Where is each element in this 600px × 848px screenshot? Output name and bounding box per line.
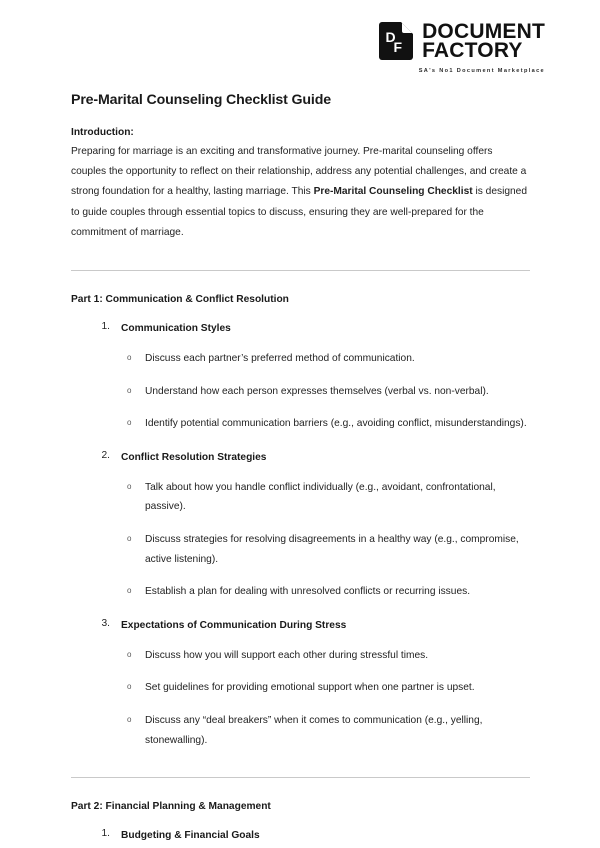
list-number: 2. [101,449,110,461]
list-item [71,382,530,402]
sub-bullet-list [71,349,530,434]
document-page-icon [379,22,413,60]
intro-text-after: is designed to guide couples through essential topics to discuss, ensuring they are well-prepared for the commitment of marriage. [71,186,528,238]
list-item [71,321,530,434]
bullet-text: Identify potential communication barriers (e.g., avoiding conflict, misunderstandings). [145,418,527,430]
bullet-marker-icon: o [127,533,132,543]
introduction-heading: Introduction: [71,127,134,138]
bullet-marker-icon: o [127,418,132,428]
svg-text:D: D [385,29,396,46]
brand-tagline: SA's No1 Document Marketplace [418,67,545,74]
bullet-text: Discuss any “deal breakers” when it comes to communication (e.g., yelling, stonewalling). [145,714,483,746]
bullet-text: Establish a plan for dealing with unresolved conflicts or recurring issues. [145,586,471,598]
list-item-title: Expectations of Communication During Stress [121,619,347,631]
intro-text-before: Preparing for marriage is an exciting and transformative journey. Pre-marital counseling offers couples the opportunity to reflect on their relationship, address any potential challenges, and create a strong foundation for a healthy, lasting marriage. This [71,146,527,198]
page-title: Pre-Marital Counseling Checklist Guide [71,92,331,108]
introduction-paragraph [71,142,530,243]
brand-header [379,22,545,74]
numbered-list [71,321,530,750]
part-heading: Part 1: Communication & Conflict Resolution [71,294,289,306]
brand-name-line1: DOCUMENT [422,20,545,43]
bullet-marker-icon: o [127,586,132,596]
list-item [71,828,530,843]
part-section [71,294,530,750]
list-item [71,349,530,369]
list-item [71,530,530,569]
bullet-marker-icon: o [127,481,132,491]
bullet-marker-icon: o [127,649,132,659]
list-item-title: Budgeting & Financial Goals [121,830,260,842]
list-item [71,450,530,602]
list-item [71,711,530,750]
list-number: 3. [101,617,110,629]
intro-text-bold: Pre-Marital Counseling Checklist [313,186,473,198]
bullet-marker-icon: o [127,714,132,724]
svg-text:F: F [393,39,403,56]
bullet-marker-icon: o [127,385,132,395]
list-item [71,414,530,434]
list-item [71,646,530,666]
part-heading: Part 2: Financial Planning & Management [71,801,271,813]
list-item [71,618,530,750]
logo-lockup [379,22,545,61]
bullet-marker-icon: o [127,353,132,363]
bullet-text: Understand how each person expresses themselves (verbal vs. non-verbal). [145,385,489,397]
part-section [71,801,530,843]
bullet-text: Discuss each partner’s preferred method of communication. [145,353,415,365]
bullet-text: Talk about how you handle conflict individually (e.g., avoidant, confrontational, passive). [145,481,496,513]
list-number: 1. [101,321,110,333]
document-body [71,92,530,843]
numbered-list [71,828,530,843]
list-item [71,678,530,698]
list-number: 1. [101,828,110,840]
list-item-title: Conflict Resolution Strategies [121,451,267,463]
list-item [71,478,530,517]
list-item [71,582,530,602]
bullet-text: Set guidelines for providing emotional support when one partner is upset. [145,682,475,694]
sub-bullet-list [71,478,530,602]
brand-name-line2: FACTORY [422,39,523,63]
sub-bullet-list [71,646,530,750]
bullet-text: Discuss how you will support each other during stressful times. [145,649,429,661]
bullet-text: Discuss strategies for resolving disagreements in a healthy way (e.g., compromise, active listening). [145,533,519,565]
brand-wordmark [422,22,545,61]
bullet-marker-icon: o [127,682,132,692]
list-item-title: Communication Styles [121,323,231,335]
